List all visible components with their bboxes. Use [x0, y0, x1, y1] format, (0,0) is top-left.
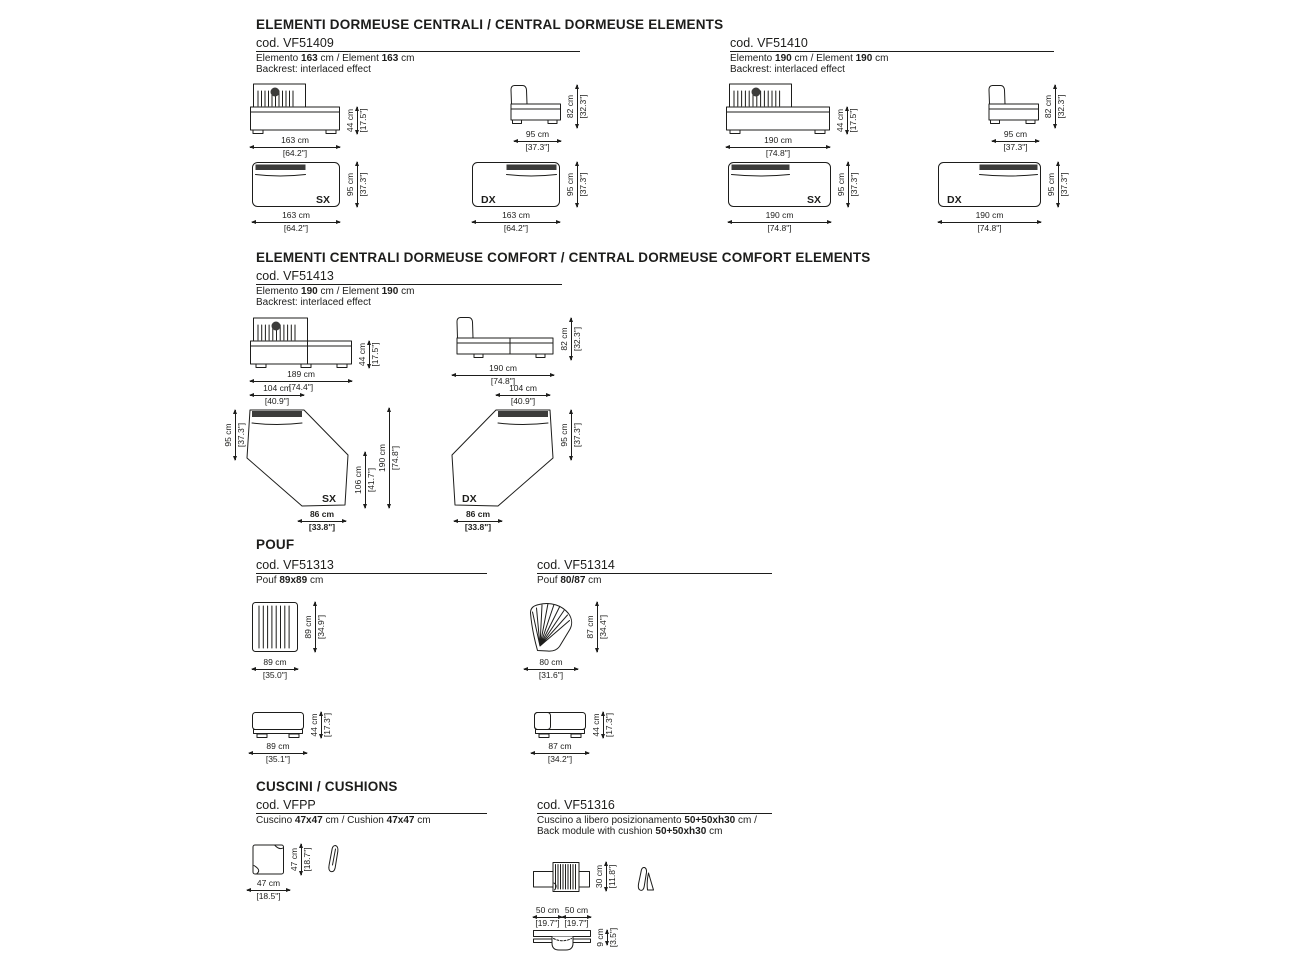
dim-value-cm: 87 cm	[548, 741, 572, 751]
dim-value-cm: 104 cm	[263, 383, 291, 393]
width-dimension	[250, 136, 340, 158]
backrest	[511, 86, 527, 105]
dim-value-in: [64.2"]	[282, 147, 308, 158]
orientation-label: DX	[481, 194, 496, 206]
dim-value-cm: 190 cm	[489, 363, 517, 373]
orientation-label: SX	[806, 194, 821, 206]
height-dimension	[290, 844, 312, 875]
bottom-width-dimension	[298, 510, 346, 532]
seat	[989, 104, 1039, 120]
seat	[457, 338, 553, 354]
dim-value-cm: 95 cm	[565, 172, 575, 197]
top-width-dimension	[250, 384, 304, 406]
dim-value-in: [17.5"]	[369, 342, 380, 367]
dim-line	[250, 381, 352, 382]
depth-dimension	[304, 602, 326, 652]
dim-value-cm: 44 cm	[345, 108, 355, 133]
depth-dimension	[837, 162, 859, 207]
text-part: Pouf	[256, 575, 280, 586]
width-dimension	[728, 211, 831, 233]
dim-line	[1058, 162, 1059, 207]
dim-value-in: [37.3"]	[357, 172, 368, 197]
dim-line	[365, 452, 366, 508]
dim-value-in: [17.3"]	[603, 712, 614, 738]
dim-value-cm: 82 cm	[559, 327, 569, 351]
dim-value-in: [18.7"]	[301, 847, 312, 872]
dim-value-in: [17.3"]	[321, 712, 332, 738]
dim-line	[533, 917, 562, 918]
seat	[727, 107, 830, 130]
desc-cushion-vf51316-line2	[537, 826, 722, 838]
vf51410-front-view	[726, 82, 858, 158]
dim-value-cm: 106 cm	[353, 466, 363, 494]
dim-line	[389, 408, 390, 508]
dim-value-cm: 86 cm	[309, 509, 335, 519]
dim-line	[728, 222, 831, 223]
dim-value-in: [18.5"]	[256, 890, 281, 901]
dormeuse-side-drawing	[506, 84, 562, 128]
dim-value-in: [74.8"]	[977, 222, 1002, 233]
pouf-fan-drawing	[528, 600, 574, 652]
dim-value-in: [31.6"]	[538, 669, 564, 680]
text-part: cm	[414, 815, 431, 826]
code-vf51313: cod. VF51313	[256, 558, 334, 572]
code-vf51314: cod. VF51314	[537, 558, 615, 572]
dim-value-in: [40.9"]	[264, 395, 290, 406]
height-dimension	[595, 927, 618, 948]
text-part: cm / Cushion	[322, 815, 387, 826]
depth-dimension	[1047, 162, 1069, 207]
dormeuse-plan-drawing	[728, 162, 831, 207]
text-part-bold: 163	[381, 53, 399, 64]
dim-value-cm: 95 cm	[525, 129, 550, 139]
text-part-bold: 47x47	[386, 815, 415, 826]
dim-value-cm: 163 cm	[281, 135, 309, 145]
vf51316-side-view	[636, 866, 658, 892]
dim-value-cm: 82 cm	[565, 94, 575, 119]
dim-value-cm: 47 cm	[289, 847, 299, 872]
dim-line	[848, 162, 849, 207]
dim-value-in: [34.4"]	[597, 614, 608, 640]
pouf-top-drawing	[252, 602, 298, 652]
headrest-knob	[752, 88, 761, 97]
dim-line	[298, 521, 346, 522]
dim-value-in: [74.8"]	[490, 375, 516, 386]
vf51409-side-view	[506, 84, 588, 152]
backrest-bar	[980, 165, 1038, 171]
dim-line	[357, 162, 358, 207]
backrest-bar	[252, 411, 302, 417]
depth-dimension	[514, 130, 561, 152]
desc-cushion-vfpp	[256, 815, 431, 827]
height-dimension	[836, 107, 858, 134]
text-part: cm	[585, 575, 602, 586]
vf51413-side-view	[452, 316, 582, 386]
comfort-front-drawing	[250, 316, 352, 368]
text-part-bold: 50+50xh30	[684, 815, 736, 826]
dim-value-in: [37.3"]	[577, 172, 588, 197]
dim-value-in: [17.5"]	[357, 108, 368, 133]
dim-line	[369, 341, 370, 368]
underline	[256, 51, 580, 52]
width-dimension	[726, 136, 830, 158]
back-module-plan-drawing	[533, 930, 591, 954]
dim-line	[301, 844, 302, 875]
dim-line	[357, 107, 358, 134]
section-title-cushions: CUSCINI / CUSHIONS	[256, 779, 398, 794]
backrest-bar	[498, 411, 548, 417]
width-dimension	[531, 742, 589, 764]
dim-line	[531, 753, 589, 754]
headrest-knob	[272, 322, 281, 331]
height-dimension	[592, 712, 614, 738]
code-vf51410: cod. VF51410	[730, 36, 808, 50]
pouf-front-drawing	[534, 712, 586, 738]
dim-value-in: [11.8"]	[606, 864, 617, 889]
text-part-bold: 80/87	[560, 575, 586, 586]
dim-value-in: [32.3"]	[1055, 94, 1066, 119]
dim-value-cm: 44 cm	[591, 713, 601, 737]
text-part: cm / Element	[791, 53, 856, 64]
dim-line	[1055, 85, 1056, 128]
dim-value-cm: 163 cm	[282, 210, 310, 220]
dim-value-in: [74.8"]	[765, 147, 791, 158]
dim-value-in: [19.7"]	[535, 917, 560, 928]
dim-value-cm: 104 cm	[509, 383, 537, 393]
dim-value-cm: 189 cm	[287, 369, 315, 379]
vfpp-side-view	[327, 844, 341, 874]
dim-value-in: [74.4"]	[288, 381, 314, 392]
code-vf51413: cod. VF51413	[256, 269, 334, 283]
dim-line	[606, 862, 607, 891]
text-part: cm /	[735, 815, 757, 826]
dim-value-cm: 44 cm	[357, 342, 367, 367]
backrest	[457, 318, 473, 339]
width-dimension	[452, 364, 554, 386]
height-dimension	[346, 107, 368, 134]
text-part: Pouf	[537, 575, 561, 586]
desc-cushion-vf51316-line1	[537, 815, 757, 827]
dim-value-cm: 95 cm	[1046, 172, 1056, 197]
dormeuse-side-drawing	[984, 84, 1040, 128]
dormeuse-front-drawing	[250, 82, 340, 134]
dim-value-cm: 44 cm	[309, 713, 319, 737]
dim-value-in: [37.3"]	[525, 141, 550, 152]
dim-line	[472, 222, 560, 223]
dormeuse-plan-drawing	[472, 162, 560, 207]
dim-value-in: [35.1"]	[265, 753, 291, 764]
underline	[256, 813, 487, 814]
dim-value-cm: 86 cm	[465, 509, 491, 519]
dim-value-in: [37.3"]	[1058, 172, 1069, 197]
dim-value-in: [64.2"]	[503, 222, 529, 233]
dim-value-cm: 95 cm	[345, 172, 355, 197]
dim-line	[252, 222, 340, 223]
underline	[730, 51, 1054, 52]
text-part-bold: 163	[301, 53, 318, 64]
dim-line	[235, 410, 236, 460]
section-title-central-dormeuse: ELEMENTI DORMEUSE CENTRALI / CENTRAL DORMEUSE ELEMENTS	[256, 17, 724, 32]
cushion-front-drawing	[252, 844, 285, 875]
text-part: cm / Element	[317, 286, 382, 297]
vf51314-front-view	[534, 712, 614, 764]
back-module-front-drawing	[533, 862, 590, 895]
vf51410-plan-view-dx	[938, 162, 1069, 233]
width-dimension	[524, 658, 578, 680]
depth-dimension	[566, 162, 588, 207]
dim-line	[252, 669, 298, 670]
text-part: cm	[872, 53, 889, 64]
orientation-label: DX	[462, 493, 477, 505]
vf51313-top-view	[252, 602, 326, 680]
dim-line	[496, 395, 550, 396]
total-height-dimension	[378, 408, 400, 508]
dim-value-cm: 190 cm	[975, 210, 1004, 220]
backrest-bar	[732, 165, 790, 171]
headrest-knob	[271, 88, 280, 97]
dim-value-cm: 163 cm	[502, 210, 530, 220]
dim-value-cm: 9 cm	[595, 928, 605, 947]
vf51409-front-view	[250, 82, 368, 158]
dim-value-cm: 190 cm	[764, 135, 792, 145]
code-vfpp: cod. VFPP	[256, 798, 316, 812]
vf51316-front-view	[533, 862, 617, 895]
dim-line	[571, 318, 572, 360]
dim-line	[454, 521, 502, 522]
dim-line	[452, 375, 554, 376]
text-part: Cuscino	[256, 815, 295, 826]
height-dimension	[560, 318, 582, 360]
dim-line	[726, 147, 830, 148]
pouf-front-drawing	[252, 712, 304, 738]
dim-value-cm: 190 cm	[765, 210, 794, 220]
desc-element-size-vf51410	[730, 53, 888, 65]
dim-line	[577, 162, 578, 207]
depth-dimension	[586, 602, 608, 652]
text-part-bold: 190	[775, 53, 792, 64]
depth-dimension	[346, 162, 368, 207]
dim-value-cm: 89 cm	[263, 657, 287, 667]
vf51313-front-view	[252, 712, 332, 764]
cushion-side-drawing	[327, 844, 341, 874]
text-part: cm	[307, 575, 324, 586]
right-depth-dimension	[560, 410, 582, 460]
backrest	[989, 86, 1005, 105]
text-part: cm	[398, 286, 415, 297]
dim-value-in: [3.5"]	[607, 927, 618, 948]
width-dimension	[249, 742, 307, 764]
height-dimension	[310, 712, 332, 738]
vf51410-plan-view-sx	[728, 162, 859, 233]
dim-line	[847, 107, 848, 134]
width-dimension	[252, 658, 298, 680]
dim-value-in: [17.5"]	[847, 108, 858, 133]
dim-value-cm: 82 cm	[1043, 94, 1053, 119]
code-vf51409: cod. VF51409	[256, 36, 334, 50]
text-part-bold: 190	[381, 286, 399, 297]
dim-value-cm: 47 cm	[256, 878, 281, 888]
dim-line	[249, 753, 307, 754]
height-dimension	[1044, 85, 1066, 128]
text-part: cm	[706, 826, 723, 837]
dim-value-in: [41.7"]	[365, 467, 376, 493]
vfpp-front-view	[252, 844, 312, 901]
dim-line	[938, 222, 1041, 223]
dim-line	[603, 712, 604, 738]
depth-dimension	[992, 130, 1039, 152]
dim-value-cm: 30 cm	[594, 864, 604, 889]
width-dimension	[252, 211, 340, 233]
dormeuse-plan-drawing	[938, 162, 1041, 207]
dim-value-in: [32.3"]	[577, 94, 588, 119]
desc-element-size-vf51413	[256, 286, 414, 298]
comfort-plan-drawing	[452, 408, 556, 508]
desc-backrest-vf51410: Backrest: interlaced effect	[730, 64, 845, 75]
dim-value-cm: 95 cm	[559, 423, 569, 447]
underline	[537, 573, 772, 574]
seat	[251, 107, 340, 130]
text-part: cm / Element	[317, 53, 382, 64]
orientation-label: SX	[321, 493, 336, 505]
dim-line	[562, 917, 591, 918]
left-width-dimension	[533, 906, 562, 928]
seat	[511, 104, 561, 120]
cushion-stripes	[556, 865, 576, 890]
dormeuse-plan-drawing	[252, 162, 340, 207]
dim-value-in: [19.7"]	[564, 917, 589, 928]
dim-line	[247, 890, 290, 891]
dim-line	[321, 712, 322, 738]
left-depth-dimension	[224, 410, 246, 460]
height-dimension	[595, 862, 617, 891]
top-width-dimension	[496, 384, 550, 406]
code-vf51316: cod. VF51316	[537, 798, 615, 812]
dim-line	[315, 602, 316, 652]
dim-value-in: [37.3"]	[571, 422, 582, 448]
vf51314-top-view	[528, 600, 608, 680]
comfort-plan-drawing	[244, 408, 348, 508]
dim-line	[597, 602, 598, 652]
dim-value-cm: 50 cm	[535, 905, 560, 915]
dim-value-in: [35.0"]	[262, 669, 288, 680]
desc-pouf-vf51314	[537, 575, 602, 587]
dim-value-cm: 80 cm	[539, 657, 563, 667]
dim-value-in: [34.9"]	[315, 614, 326, 640]
dim-line	[571, 410, 572, 460]
orientation-label: SX	[315, 194, 330, 206]
bottom-width-dimension	[454, 510, 502, 532]
height-dimension	[566, 85, 588, 128]
text-part: Cuscino a libero posizionamento	[537, 815, 685, 826]
desc-pouf-vf51313	[256, 575, 323, 587]
dim-value-cm: 95 cm	[836, 172, 846, 197]
desc-element-size-vf51409	[256, 53, 414, 65]
text-part-bold: 50+50xh30	[655, 826, 707, 837]
dim-value-cm: 44 cm	[835, 108, 845, 133]
dim-value-cm: 190 cm	[377, 444, 387, 472]
text-part: cm	[398, 53, 415, 64]
dim-value-in: [74.8"]	[767, 222, 792, 233]
dim-line	[250, 147, 340, 148]
text-part: Elemento	[256, 53, 302, 64]
dim-value-in: [64.2"]	[283, 222, 309, 233]
dim-value-cm: 87 cm	[585, 615, 595, 639]
section-title-pouf: POUF	[256, 537, 295, 552]
width-dimension	[472, 211, 560, 233]
orientation-label: DX	[947, 194, 962, 206]
comfort-side-drawing	[452, 316, 554, 362]
dim-line	[250, 395, 304, 396]
dim-value-cm: 50 cm	[564, 905, 589, 915]
vf51409-plan-view-dx	[472, 162, 588, 233]
text-part-bold: 89x89	[279, 575, 308, 586]
vf51410-side-view	[984, 84, 1066, 152]
dim-value-in: [40.9"]	[510, 395, 536, 406]
right-width-dimension	[562, 906, 591, 928]
dim-line	[524, 669, 578, 670]
underline	[256, 284, 562, 285]
dormeuse-front-drawing	[726, 82, 830, 134]
vf51409-plan-view-sx	[252, 162, 368, 233]
dim-value-in: [37.3"]	[1003, 141, 1028, 152]
underline	[537, 813, 772, 814]
text-part: Elemento	[256, 286, 302, 297]
height-dimension	[358, 341, 380, 368]
dim-value-in: [74.8"]	[389, 445, 400, 471]
quilting-stripes	[259, 606, 289, 648]
dim-value-in: [33.8"]	[308, 521, 336, 532]
width-dimension	[247, 879, 290, 901]
dim-value-in: [37.3"]	[235, 422, 246, 448]
backrest-bar	[256, 165, 306, 171]
text-part-bold: 190	[855, 53, 873, 64]
dim-line	[514, 141, 561, 142]
dim-value-cm: 95 cm	[223, 423, 233, 447]
inner-height-dimension	[354, 452, 376, 508]
dim-value-in: [32.3"]	[571, 326, 582, 352]
dim-value-in: [33.8"]	[464, 521, 492, 532]
text-part-bold: 47x47	[294, 815, 323, 826]
seat	[251, 341, 352, 364]
desc-backrest-vf51409: Backrest: interlaced effect	[256, 64, 371, 75]
text-part: Back module with cushion	[537, 826, 656, 837]
text-part: Elemento	[730, 53, 776, 64]
desc-backrest-vf51413: Backrest: interlaced effect	[256, 297, 371, 308]
dim-value-in: [34.2"]	[547, 753, 573, 764]
text-part-bold: 190	[301, 286, 318, 297]
dim-value-in: [37.3"]	[848, 172, 859, 197]
dim-line	[577, 85, 578, 128]
dim-value-cm: 89 cm	[303, 615, 313, 639]
dim-line	[992, 141, 1039, 142]
backrest-bar	[507, 165, 557, 171]
width-dimension	[938, 211, 1041, 233]
underline	[256, 573, 487, 574]
section-title-dormeuse-comfort: ELEMENTI CENTRALI DORMEUSE COMFORT / CENTRAL DORMEUSE COMFORT ELEMENTS	[256, 250, 871, 265]
dim-value-cm: 95 cm	[1003, 129, 1028, 139]
dim-line	[607, 930, 608, 945]
dim-value-cm: 89 cm	[266, 741, 290, 751]
back-module-side-drawing	[636, 866, 658, 892]
